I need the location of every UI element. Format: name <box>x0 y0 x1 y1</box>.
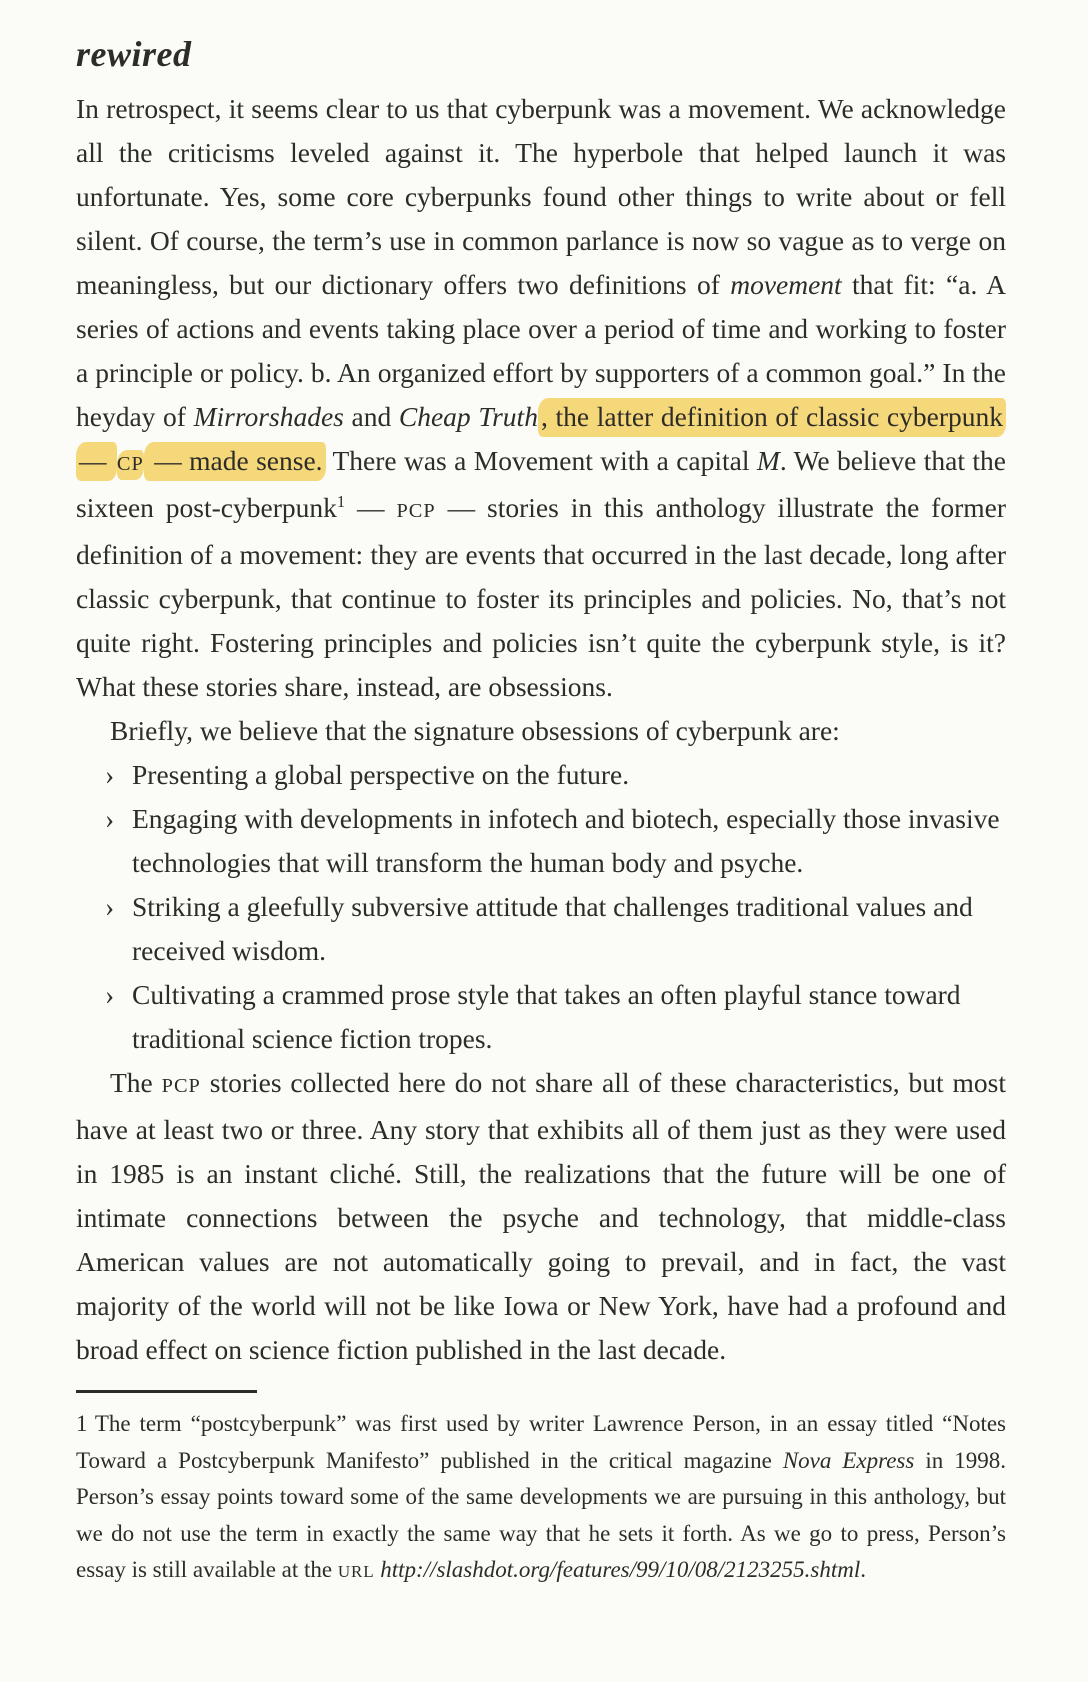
text-run: The term “postcyberpunk” was first used by writer Lawrence Person, in an essay titled “Notes Toward a Postcyberpunk Manifesto” published in the critical magazine <box>76 1411 1006 1473</box>
text-run: and <box>343 401 399 432</box>
text-run: — <box>345 492 397 523</box>
highlighted-text: , the latter definition of classic cyberpunk — <box>76 398 1006 481</box>
list-item-text <box>132 797 1006 885</box>
text-run: . <box>860 1557 867 1582</box>
text-run: PCP <box>161 1075 201 1097</box>
text-run: 1 <box>336 491 346 511</box>
list-item <box>76 753 1006 797</box>
text-run: movement <box>730 269 842 300</box>
highlighted-text: — made sense. <box>144 442 326 481</box>
list-item <box>76 885 1006 973</box>
highlighted-text: CP <box>117 450 144 480</box>
text-run: There was a Movement with a capital <box>325 445 757 476</box>
text-run: Cheap Truth <box>398 401 538 432</box>
text-run: that fit: “a. A series of actions and events taking place over a period of time and working to foster a principle or policy. b. An organized effort by supporters of a common goal.” In the heyday of <box>76 269 1006 432</box>
footnote-separator <box>76 1390 257 1393</box>
chevron-bullet-icon: › <box>105 759 115 790</box>
text-run: M <box>756 445 780 476</box>
body-text <box>76 87 1006 1372</box>
text-run: Striking a gleefully subversive attitude that challenges traditional values and received wisdom. <box>132 891 973 966</box>
text-run: in 1998. Person’s essay points toward some of the same developments we are pursuing in this anthology, but we do not use the term in exactly the same way that he sets it forth. As we go to press, Person’s essay is still available at the <box>76 1447 1007 1582</box>
text-run: The <box>110 1067 162 1098</box>
chevron-bullet-icon: › <box>105 803 115 834</box>
text-run: . We believe that the sixteen post-cyberpunk <box>76 445 1006 523</box>
list-item <box>76 797 1006 885</box>
text-run: Presenting a global perspective on the future. <box>132 759 630 790</box>
list-item-text <box>132 753 1006 797</box>
text-run: PCP <box>396 500 436 522</box>
chevron-bullet-icon: › <box>105 891 115 922</box>
text-run: Mirrorshades <box>193 401 344 432</box>
list-item-text <box>132 885 1006 973</box>
footnote-text <box>76 1411 1006 1582</box>
obsessions-list <box>76 753 1006 1061</box>
briefly-paragraph <box>76 709 1006 753</box>
text-run: In retrospect, it seems clear to us that cyberpunk was a movement. We acknowledge all the criticisms leveled against it. The hyperbole that helped launch it was unfortunate. Yes, some core cyberpunks found other things to write about or fell silent. Of course, the term’s use in common parlance is now so vague as to verge on meaningless, but our dictionary offers two definitions of <box>76 93 1006 300</box>
chevron-bullet-icon: › <box>105 979 115 1010</box>
text-run: http://slashdot.org/features/99/10/08/2123255.shtml <box>380 1557 861 1582</box>
closing-paragraph <box>76 1061 1006 1372</box>
list-item <box>76 973 1006 1061</box>
chapter-title: rewired <box>76 34 192 74</box>
text-run: Engaging with developments in infotech and biotech, especially those invasive technologies that will transform the human body and psyche. <box>132 803 1000 878</box>
text-run: URL <box>337 1562 375 1581</box>
text-run: Cultivating a crammed prose style that takes an often playful stance toward traditional science fiction tropes. <box>132 979 961 1054</box>
footnote-marker: 1 <box>76 1411 88 1436</box>
text-run: stories collected here do not share all of these characteristics, but most have at least two or three. Any story that exhibits all of them just as they were used in 1985 is an instant cliché. Still, the realizations that the future will be one of intimate connections between the psyche and technology, that middle-class American values are not automatically going to prevail, and in fact, the vast majority of the world will not be like Iowa or New York, have had a profound and broad effect on science fiction published in the last decade. <box>76 1067 1006 1365</box>
intro-paragraph <box>76 87 1006 709</box>
text-run: Briefly, we believe that the signature obsessions of cyberpunk are: <box>110 715 840 746</box>
text-run: Nova Express <box>782 1447 915 1473</box>
list-item-text <box>132 973 1006 1061</box>
text-run: — stories in this anthology illustrate the former definition of a movement: they are events that occurred in the last decade, long after classic cyberpunk, that continue to foster its principles and policies. No, that’s not quite right. Fostering principles and policies isn’t quite the cyberpunk style, is it? What these stories share, instead, are obsessions. <box>76 492 1006 702</box>
footnote <box>76 1406 1006 1591</box>
